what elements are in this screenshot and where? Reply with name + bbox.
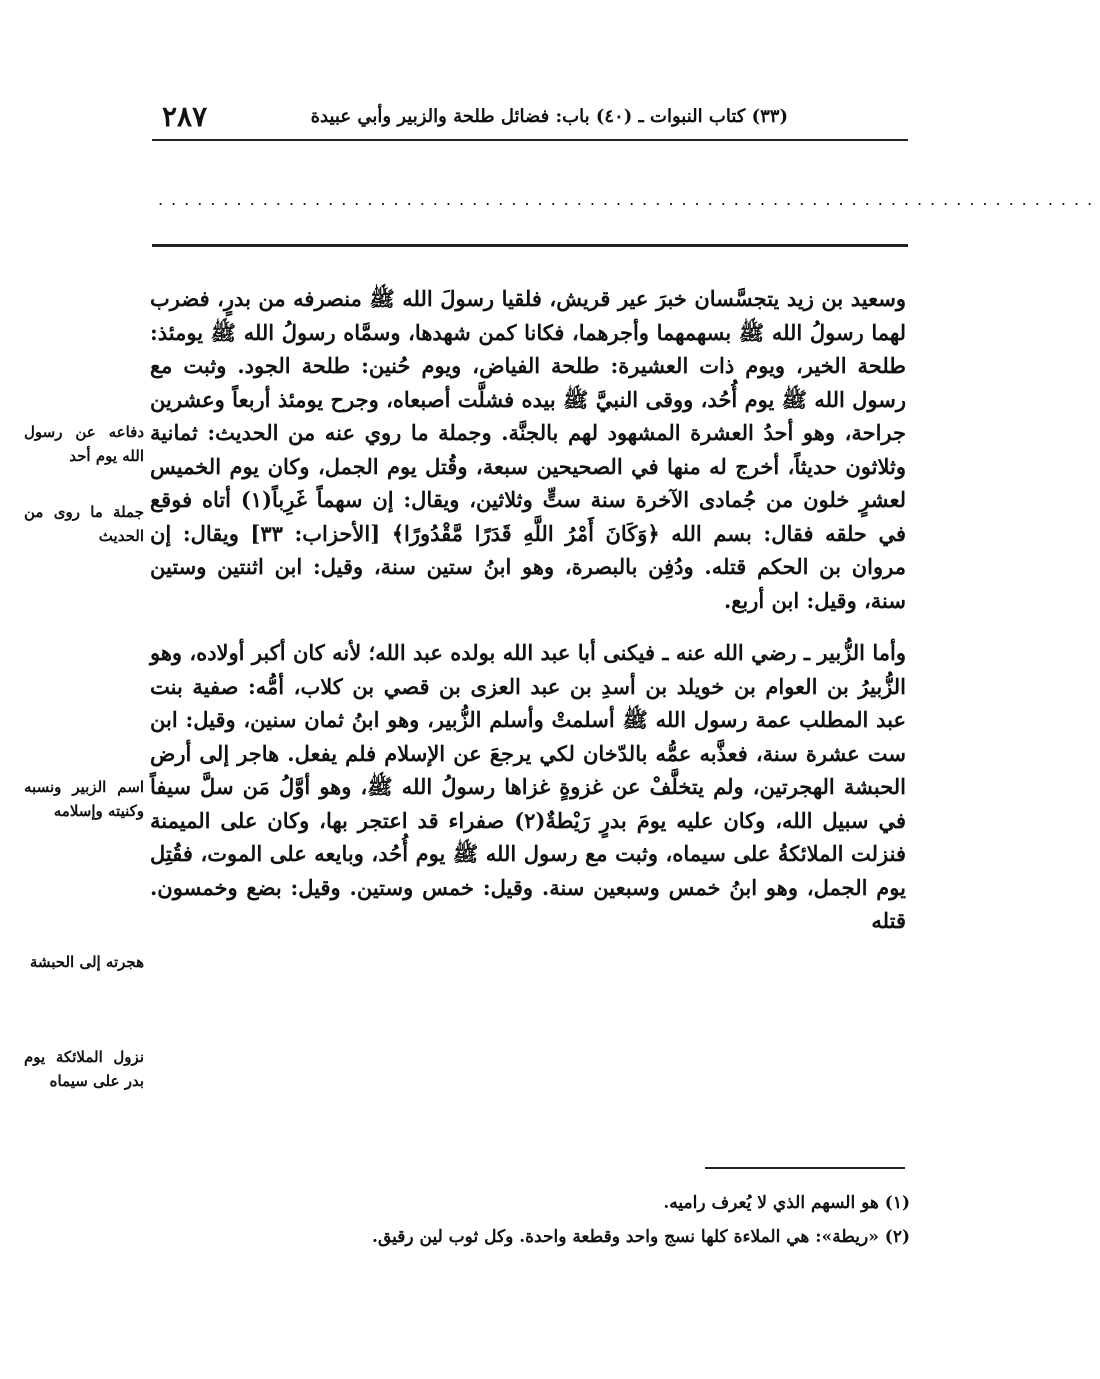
page-header — [152, 100, 908, 136]
omission-dots: ........................................................................ — [158, 190, 1100, 209]
margin-note-angels-badr: نزول الملائكة يوم بدر على سيماه — [24, 1048, 144, 1090]
footnote-rule — [705, 1167, 905, 1169]
section-rule — [152, 244, 908, 247]
margin-note-zubayr-name: اسم الزبير ونسبه وكنيته وإسلامه — [24, 778, 144, 820]
margin-note-hadith-count: جملة ما روى من الحديث — [24, 503, 144, 545]
footnote-2: (٢) «ريطة»: هي الملاءة كلها نسج واحد وقطعة واحدة. وكل ثوب لين رقيق. — [372, 1227, 910, 1247]
main-text-block — [150, 282, 906, 938]
margin-note-habasha-hijra: هجرته إلى الحبشة — [29, 953, 144, 971]
running-head: (٣٣) كتاب النبوات ـ (٤٠) باب: فضائل طلحة والزبير وأبي عبيدة — [310, 106, 788, 127]
margin-note-defense-uhud: دفاعه عن رسول الله يوم أحد — [24, 423, 144, 465]
page-number: ٢٨٧ — [162, 100, 208, 133]
footnotes-block — [150, 1186, 910, 1254]
header-rule — [152, 139, 908, 141]
paragraph-zubayr: وأما الزُّبير ـ رضي الله عنه ـ فيكنى أبا عبد الله بولده عبد الله؛ لأنه كان أكبر أولاده، وهو الزُّبيرُ بن العوام بن خويلد بن أسدِ بن عبد العزى بن قصي بن كلاب، أمُّه: صفية بنت عبد المطلب عمة رسول الله ﷺ أسلمتْ وأسلم الزُّبير، وهو ابنُ ثمان سنين، وقيل: ابن ست عشرة سنة، فعذَّبه عمُّه بالدّخان لكي يرجعَ عن الإسلام فلم يفعل. هاجر إلى أرض الحبشة الهجرتين، ولم يتخلَّفْ عن غزوةٍ غزاها رسولُ الله ﷺ، وهو أوَّلُ مَن سلَّ سيفاً في سبيل الله، وكان عليه يومَ بدرٍ رَيْطةٌ(٢) صفراء قد اعتجر بها، وكان على الميمنة فنزلت الملائكةُ على سيماه، وثبت مع رسول الله ﷺ يوم أُحُد، وبايعه على الموت، فقُتِل يوم الجمل، وهو ابنُ خمس وسبعين سنة. وقيل: خمس وستين. وقيل: بضع وخمسون. قتله — [150, 640, 906, 933]
footnote-1: (١) هو السهم الذي لا يُعرف راميه. — [663, 1193, 910, 1213]
paragraph-talha: وسعيد بن زيد يتجسَّسان خبرَ عير قريش، فلقيا رسولَ الله ﷺ منصرفه من بدرٍ، فضرب لهما رسولُ الله ﷺ بسهمهما وأجرهما، فكانا كمن شهدها، وسمَّاه رسولُ الله ﷺ يومئذ: طلحة الخير، ويوم ذات العشيرة: طلحة الفياض، ويوم حُنين: طلحة الجود. وثبت مع رسول الله ﷺ يوم أُحُد، ووقى النبيَّ ﷺ بيده فشلَّت أصبعاه، وجرح يومئذ أربعاً وعشرين جراحة، وهو أحدُ العشرة المشهود لهم بالجنَّة. وجملة ما روي عنه من الحديث: ثمانية وثلاثون حديثاً، أخرج له منها في الصحيحين سبعة، وقُتل يوم الجمل، وكان يوم الخميس لعشرٍ خلون من جُمادى الآخرة سنة ستٍّ وثلاثين، ويقال: إن سهماً غَرِباً(١) أتاه فوقع في حلقه فقال: بسم الله ﴿وَكَانَ أَمْرُ اللَّهِ قَدَرًا مَّقْدُورًا﴾ [الأحزاب: ٣٣] ويقال: إن مروان بن الحكم قتله. ودُفِن بالبصرة، وهو ابنُ ستين سنة، وقيل: ابن اثنتين وستين سنة، وقيل: ابن أربع. — [150, 286, 907, 613]
